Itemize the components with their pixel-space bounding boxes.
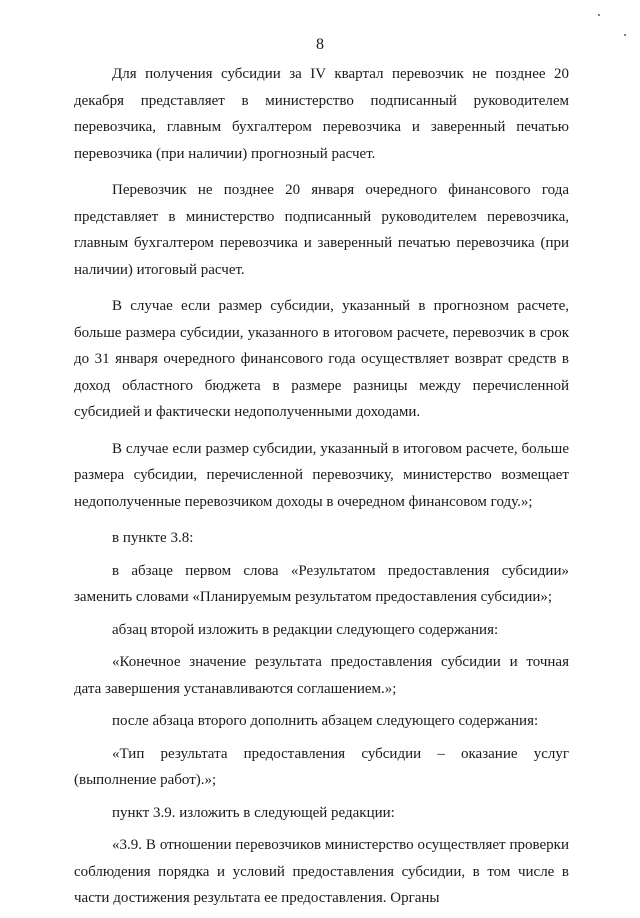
- paragraph-inspection: «3.9. В отношении перевозчиков министерство осуществляет проверки соблюдения порядка и условий предоставления субсидии, в том числе в части достижения результата ее предоставления. Органы: [74, 837, 569, 906]
- paragraph-add-abzac: после абзаца второго дополнить абзацем следующего содержания:: [112, 713, 539, 729]
- scan-speck: [598, 14, 600, 16]
- paragraph-replace-words: в абзаце первом слова «Результатом предоставления субсидии» заменить словами «Планируемым результатом предоставления субсидии»;: [74, 562, 569, 605]
- paragraph-clause-3-8: в пункте 3.8:: [112, 530, 194, 546]
- paragraph-clause-3-9: пункт 3.9. изложить в следующей редакции:: [112, 804, 395, 821]
- paragraph-subsidy-compensation: В случае если размер субсидии, указанный в итоговом расчете, больше размера субсидии, перечисленной перевозчику, министерство возмещает недополученные перевозчиком доходы в очередном финансовом году.»;: [74, 440, 569, 510]
- paragraph-subsidy-return: В случае если размер субсидии, указанный в прогнозном расчете, больше размера субсидии, указанного в итоговом расчете, перевозчик в срок до 31 января очередного финансового года осуществляет возврат средств в доход областного бюджета в размере разницы между перечисленной субсидией и фактически недополученными доходами.: [74, 298, 569, 420]
- paragraph-final-value: «Конечное значение результата предоставления субсидии и точная дата завершения устанавливаются соглашением.»;: [74, 654, 569, 697]
- paragraph-forecast-calculation: Для получения субсидии за IV квартал перевозчик не позднее 20 декабря представляет в министерство подписанный руководителем перевозчика, главным бухгалтером перевозчика и заверенный печатью перевозчика (при наличии) прогнозный расчет.: [74, 66, 569, 162]
- paragraph-result-type: «Тип результата предоставления субсидии – оказание услуг (выполнение работ).»;: [74, 745, 569, 788]
- paragraph-second-abzac: абзац второй изложить в редакции следующего содержания:: [112, 621, 499, 638]
- paragraph-final-calculation: Перевозчик не позднее 20 января очередного финансового года представляет в министерство подписанный руководителем перевозчика, главным бухгалтером перевозчика и заверенный печатью перевозчика (при наличии) итоговый расчет.: [74, 182, 569, 278]
- page-number: 8: [316, 36, 324, 53]
- document-body: [74, 61, 569, 918]
- scan-speck: [624, 34, 626, 36]
